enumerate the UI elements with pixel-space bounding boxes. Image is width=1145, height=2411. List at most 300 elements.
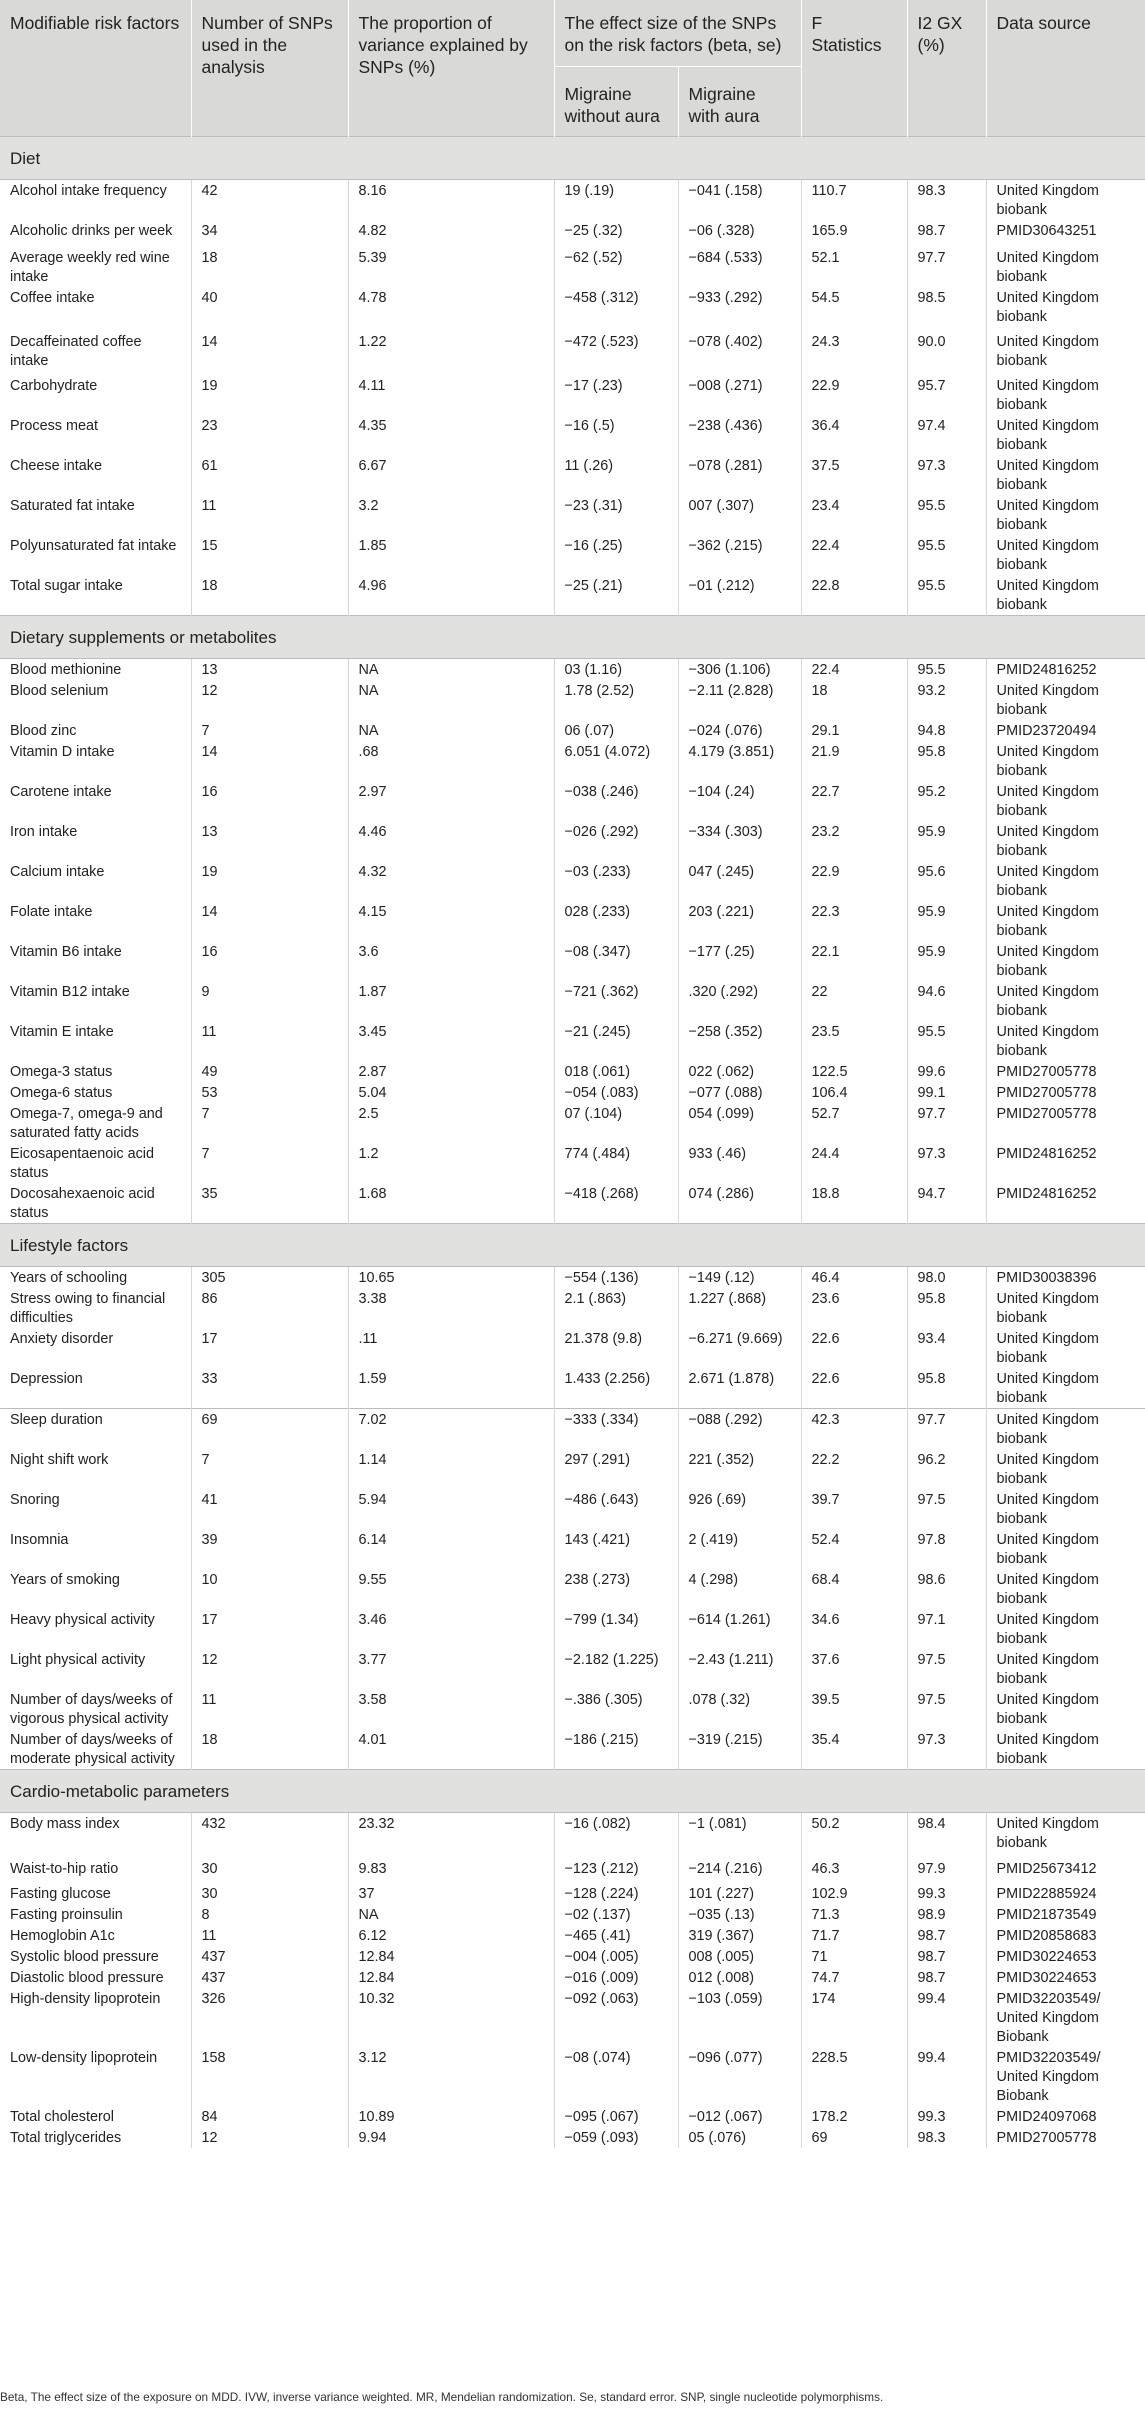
table-cell: NA (348, 1904, 554, 1925)
table-cell: 68.4 (801, 1569, 907, 1609)
table-cell: Process meat (10, 418, 98, 434)
table-row (0, 1904, 1145, 1925)
table-cell: 22.4 (801, 535, 907, 575)
table-cell: −078 (.281) (678, 455, 801, 495)
table-cell: United Kingdom biobank (986, 247, 1145, 287)
table-cell: −186 (.215) (554, 1729, 678, 1770)
table-cell: Years of schooling (10, 1270, 128, 1286)
table-cell: United Kingdom biobank (986, 741, 1145, 781)
table-cell: PMID30643251 (986, 220, 1145, 247)
table-cell: 54.5 (801, 287, 907, 331)
table-cell: PMID21873549 (986, 1904, 1145, 1925)
table-cell: 101 (.227) (678, 1883, 801, 1904)
table-cell: 98.9 (907, 1904, 986, 1925)
col-header: The effect size of the SNPs on the risk factors (beta, se) (554, 0, 801, 67)
table-cell: 71 (801, 1946, 907, 1967)
table-cell: 4.15 (348, 901, 554, 941)
table-cell: United Kingdom biobank (986, 495, 1145, 535)
table-cell: 4.179 (3.851) (678, 741, 801, 781)
table-cell: 42 (191, 180, 348, 221)
table-cell: PMID27005778 (986, 1061, 1145, 1082)
table-cell: 4.96 (348, 575, 554, 616)
table-cell: 3.77 (348, 1649, 554, 1689)
table-cell: −041 (.158) (678, 180, 801, 221)
table-cell: −614 (1.261) (678, 1609, 801, 1649)
table-cell: 06 (.07) (554, 720, 678, 741)
table-cell: 37.6 (801, 1649, 907, 1689)
table-cell: United Kingdom biobank (986, 180, 1145, 221)
table-cell: Hemoglobin A1c (10, 1928, 115, 1944)
table-cell: United Kingdom biobank (986, 1368, 1145, 1409)
table-row (0, 1813, 1145, 1859)
table-cell: United Kingdom biobank (986, 1489, 1145, 1529)
table-cell: 21.9 (801, 741, 907, 781)
table-cell: 99.3 (907, 2106, 986, 2127)
table-cell: 203 (.221) (678, 901, 801, 941)
table-cell: 7 (191, 1449, 348, 1489)
table-cell: 05 (.076) (678, 2127, 801, 2148)
table-cell: −25 (.21) (554, 575, 678, 616)
table-cell: Body mass index (10, 1816, 120, 1832)
table-row (0, 1183, 1145, 1224)
table-cell: 97.5 (907, 1649, 986, 1689)
table-cell: 11 (191, 495, 348, 535)
table-cell: −088 (.292) (678, 1409, 801, 1450)
table-cell: 4.82 (348, 220, 554, 247)
table-cell: .320 (.292) (678, 981, 801, 1021)
table-cell: 054 (.099) (678, 1103, 801, 1143)
table-cell: 30 (191, 1858, 348, 1883)
table-cell: PMID25673412 (986, 1858, 1145, 1883)
table-cell: 35.4 (801, 1729, 907, 1770)
table-row (0, 1021, 1145, 1061)
table-cell: 42.3 (801, 1409, 907, 1450)
table-cell: 37.5 (801, 455, 907, 495)
table-cell: 165.9 (801, 220, 907, 247)
table-cell: 95.5 (907, 659, 986, 681)
table-row (0, 781, 1145, 821)
section-title: Cardio-metabolic parameters (0, 1770, 1145, 1813)
table-cell: −077 (.088) (678, 1082, 801, 1103)
table-cell: 3.58 (348, 1689, 554, 1729)
table-row (0, 1925, 1145, 1946)
table-cell: 18.8 (801, 1183, 907, 1224)
table-row (0, 1409, 1145, 1450)
table-cell: 5.04 (348, 1082, 554, 1103)
table-cell: −095 (.067) (554, 2106, 678, 2127)
table-cell: 4.78 (348, 287, 554, 331)
table-row (0, 821, 1145, 861)
table-cell: 10.65 (348, 1267, 554, 1289)
table-cell: 61 (191, 455, 348, 495)
table-cell: 437 (191, 1967, 348, 1988)
table-cell: 16 (191, 781, 348, 821)
table-cell: 41 (191, 1489, 348, 1529)
table-cell: 97.3 (907, 1143, 986, 1183)
table-cell: 95.7 (907, 375, 986, 415)
table-cell: −333 (.334) (554, 1409, 678, 1450)
table-cell: 22.9 (801, 861, 907, 901)
table-cell: 99.1 (907, 1082, 986, 1103)
table-cell: 14 (191, 331, 348, 375)
table-cell: 432 (191, 1813, 348, 1859)
table-footnote: Beta, The effect size of the exposure on MDD. IVW, inverse variance weighted. MR, Mendelian randomization. Se, standard error. SNP, single nucleotide polymorphisms. (0, 2390, 884, 2404)
table-row (0, 981, 1145, 1021)
table-cell: 174 (801, 1988, 907, 2047)
table-cell: 24.4 (801, 1143, 907, 1183)
table-cell: −799 (1.34) (554, 1609, 678, 1649)
table-cell: −123 (.212) (554, 1858, 678, 1883)
table-cell: 437 (191, 1946, 348, 1967)
table-cell: −012 (.067) (678, 2106, 801, 2127)
table-cell: Total triglycerides (10, 2130, 122, 2146)
table-cell: Number of days/weeks of vigorous physical activity (10, 1692, 173, 1727)
table-cell: 008 (.005) (678, 1946, 801, 1967)
table-cell: Sleep duration (0, 1409, 191, 1450)
table-row (0, 180, 1145, 221)
table-cell: Vitamin E intake (10, 1024, 114, 1040)
table-cell: Iron intake (10, 824, 78, 840)
table-cell: PMID24816252 (986, 1183, 1145, 1224)
table-cell: 9.55 (348, 1569, 554, 1609)
table-cell: Alcoholic drinks per week (10, 223, 173, 239)
sub-header: Migraine without aura (554, 67, 678, 137)
table-cell: 1.59 (348, 1368, 554, 1409)
table-cell: 7 (191, 1143, 348, 1183)
table-cell: United Kingdom biobank (986, 331, 1145, 375)
table-cell: 98.3 (907, 180, 986, 221)
table-cell: 1.22 (348, 331, 554, 375)
table-cell: −.386 (.305) (554, 1689, 678, 1729)
table-cell: 8.16 (348, 180, 554, 221)
table-cell: United Kingdom biobank (986, 861, 1145, 901)
table-cell: 12.84 (348, 1967, 554, 1988)
table-cell: PMID32203549/ United Kingdom Biobank (986, 1988, 1145, 2047)
table-cell: 98.7 (907, 1925, 986, 1946)
table-cell: 52.7 (801, 1103, 907, 1143)
table-cell: −17 (.23) (554, 375, 678, 415)
table-cell: 95.5 (907, 1021, 986, 1061)
table-cell: United Kingdom biobank (986, 1328, 1145, 1368)
table-row (0, 861, 1145, 901)
table-cell: 774 (.484) (554, 1143, 678, 1183)
table-cell: −08 (.347) (554, 941, 678, 981)
table-cell: Average weekly red wine intake (10, 250, 170, 285)
table-cell: Folate intake (10, 904, 93, 920)
table-cell: −078 (.402) (678, 331, 801, 375)
table-cell: −038 (.246) (554, 781, 678, 821)
table-cell: Light physical activity (10, 1652, 146, 1668)
table-cell: 16 (191, 941, 348, 981)
section-row (0, 1224, 1145, 1267)
table-cell: −03 (.233) (554, 861, 678, 901)
table-row (0, 2106, 1145, 2127)
table-cell: −035 (.13) (678, 1904, 801, 1925)
table-cell: −362 (.215) (678, 535, 801, 575)
table-cell: −02 (.137) (554, 1904, 678, 1925)
table-cell: 6.67 (348, 455, 554, 495)
table-cell: 98.3 (907, 2127, 986, 2148)
table-cell: Number of days/weeks of moderate physical activity (10, 1732, 175, 1767)
table-cell: 95.6 (907, 861, 986, 901)
table-cell: 012 (.008) (678, 1967, 801, 1988)
section-title: Lifestyle factors (0, 1224, 1145, 1267)
table-row (0, 1449, 1145, 1489)
table-cell: 178.2 (801, 2106, 907, 2127)
table-row (0, 741, 1145, 781)
table-cell: 3.46 (348, 1609, 554, 1649)
table-cell: 37 (348, 1883, 554, 1904)
table-cell: .078 (.32) (678, 1689, 801, 1729)
table-cell: 1.433 (2.256) (554, 1368, 678, 1409)
table-cell: 99.4 (907, 2047, 986, 2106)
table-cell: −026 (.292) (554, 821, 678, 861)
table-cell: 29.1 (801, 720, 907, 741)
table-cell: −25 (.32) (554, 220, 678, 247)
table-cell: 95.9 (907, 901, 986, 941)
table-cell: −684 (.533) (678, 247, 801, 287)
table-cell: United Kingdom biobank (986, 1021, 1145, 1061)
table-cell: 12 (191, 1649, 348, 1689)
table-cell: −6.271 (9.669) (678, 1328, 801, 1368)
table-cell: 2.671 (1.878) (678, 1368, 801, 1409)
table-row (0, 455, 1145, 495)
table-cell: Calcium intake (10, 864, 105, 880)
table-cell: United Kingdom biobank (986, 1729, 1145, 1770)
table-row (0, 1649, 1145, 1689)
table-cell: 94.8 (907, 720, 986, 741)
table-row (0, 901, 1145, 941)
table-cell: 34.6 (801, 1609, 907, 1649)
table-cell: 97.7 (907, 1409, 986, 1450)
table-cell: 028 (.233) (554, 901, 678, 941)
table-cell: United Kingdom biobank (986, 535, 1145, 575)
table-cell: Heavy physical activity (10, 1612, 155, 1628)
table-cell: Blood methionine (10, 662, 122, 678)
table-cell: Blood zinc (10, 723, 77, 739)
table-cell: 97.5 (907, 1689, 986, 1729)
table-cell: 95.9 (907, 821, 986, 861)
table-cell: −933 (.292) (678, 287, 801, 331)
table-cell: −092 (.063) (554, 1988, 678, 2047)
table-row (0, 720, 1145, 741)
section-row (0, 1770, 1145, 1813)
table-cell: 13 (191, 659, 348, 681)
table-cell: −418 (.268) (554, 1183, 678, 1224)
table-cell: −054 (.083) (554, 1082, 678, 1103)
table-cell: 23 (191, 415, 348, 455)
table-cell: −08 (.074) (554, 2047, 678, 2106)
table-cell: United Kingdom biobank (986, 1813, 1145, 1859)
table-cell: Total sugar intake (10, 578, 123, 594)
table-cell: 10 (191, 1569, 348, 1609)
table-cell: 18 (191, 247, 348, 287)
table-cell: 95.8 (907, 741, 986, 781)
table-cell: −554 (.136) (554, 1267, 678, 1289)
table-cell: 46.4 (801, 1267, 907, 1289)
table-cell: Snoring (10, 1492, 60, 1508)
table-cell: PMID27005778 (986, 1082, 1145, 1103)
table-cell: 926 (.69) (678, 1489, 801, 1529)
table-cell: 84 (191, 2106, 348, 2127)
table-cell: 23.2 (801, 821, 907, 861)
table-row (0, 680, 1145, 720)
table-row (0, 1946, 1145, 1967)
table-cell: 22.8 (801, 575, 907, 616)
table-row (0, 1103, 1145, 1143)
table-cell: Carotene intake (10, 784, 112, 800)
table-cell: 90.0 (907, 331, 986, 375)
table-row (0, 1529, 1145, 1569)
table-cell: Carbohydrate (10, 378, 98, 394)
table-cell: 39.7 (801, 1489, 907, 1529)
table-row (0, 1883, 1145, 1904)
table-cell: 110.7 (801, 180, 907, 221)
table-cell: 34 (191, 220, 348, 247)
table-row (0, 1328, 1145, 1368)
table-row (0, 1729, 1145, 1770)
table-cell: Low-density lipoprotein (10, 2050, 158, 2066)
table-cell: Waist-to-hip ratio (10, 1861, 119, 1877)
table-cell: Saturated fat intake (10, 498, 135, 514)
table-cell: −258 (.352) (678, 1021, 801, 1061)
table-cell: −486 (.643) (554, 1489, 678, 1529)
table-cell: 022 (.062) (678, 1061, 801, 1082)
table-cell: 24.3 (801, 331, 907, 375)
table-cell: 1.85 (348, 535, 554, 575)
table-cell: 7 (191, 720, 348, 741)
table-cell: 23.6 (801, 1288, 907, 1328)
table-cell: −16 (.082) (554, 1813, 678, 1859)
table-cell: 2.87 (348, 1061, 554, 1082)
table-cell: 95.2 (907, 781, 986, 821)
table-cell: 3.12 (348, 2047, 554, 2106)
table-cell: Systolic blood pressure (10, 1949, 159, 1965)
table-cell: United Kingdom biobank (986, 1689, 1145, 1729)
table-cell: −104 (.24) (678, 781, 801, 821)
table-cell: NA (348, 720, 554, 741)
table-cell: Anxiety disorder (10, 1331, 114, 1347)
table-cell: −004 (.005) (554, 1946, 678, 1967)
table-cell: 33 (191, 1368, 348, 1409)
table-cell: United Kingdom biobank (986, 901, 1145, 941)
table-cell: 9.94 (348, 2127, 554, 2148)
table-cell: 14 (191, 741, 348, 781)
table-cell: 98.7 (907, 1967, 986, 1988)
table-cell: 97.3 (907, 1729, 986, 1770)
table-cell: 12 (191, 680, 348, 720)
table-cell: Fasting glucose (10, 1886, 111, 1902)
table-row (0, 1143, 1145, 1183)
table-cell: 1.78 (2.52) (554, 680, 678, 720)
table-cell: 71.3 (801, 1904, 907, 1925)
table-cell: 122.5 (801, 1061, 907, 1082)
section-row (0, 616, 1145, 659)
table-cell: PMID27005778 (986, 1103, 1145, 1143)
table-cell: Fasting proinsulin (10, 1907, 123, 1923)
table-row (0, 247, 1145, 287)
table-cell: 102.9 (801, 1883, 907, 1904)
table-cell: 98.6 (907, 1569, 986, 1609)
table-cell: 17 (191, 1609, 348, 1649)
table-cell: 52.1 (801, 247, 907, 287)
table-cell: Coffee intake (10, 290, 95, 306)
table-cell: 11 (.26) (554, 455, 678, 495)
table-cell: 50.2 (801, 1813, 907, 1859)
table-cell: .11 (348, 1328, 554, 1368)
table-cell: 99.6 (907, 1061, 986, 1082)
table-cell: 326 (191, 1988, 348, 2047)
table-cell: −024 (.076) (678, 720, 801, 741)
table-cell: 99.4 (907, 1988, 986, 2047)
table-cell: −149 (.12) (678, 1267, 801, 1289)
table-cell: −1 (.081) (678, 1813, 801, 1859)
table-cell: PMID27005778 (986, 2127, 1145, 2148)
table-cell: −62 (.52) (554, 247, 678, 287)
table-cell: 99.3 (907, 1883, 986, 1904)
table-cell: United Kingdom biobank (986, 941, 1145, 981)
table-cell: 97.9 (907, 1858, 986, 1883)
table-cell: −238 (.436) (678, 415, 801, 455)
table-cell: 18 (801, 680, 907, 720)
table-cell: 11 (191, 1925, 348, 1946)
table-cell: United Kingdom biobank (986, 575, 1145, 616)
table-cell: 8 (191, 1904, 348, 1925)
table-cell: 3.38 (348, 1288, 554, 1328)
table-cell: Omega-7, omega-9 and saturated fatty acids (10, 1106, 163, 1141)
table-cell: −23 (.31) (554, 495, 678, 535)
table-cell: 19 (.19) (554, 180, 678, 221)
table-cell: PMID30038396 (986, 1267, 1145, 1289)
table-cell: 4.11 (348, 375, 554, 415)
table-cell: 1.68 (348, 1183, 554, 1224)
table-cell: −2.182 (1.225) (554, 1649, 678, 1689)
table-row (0, 1082, 1145, 1103)
table-cell: 22.6 (801, 1328, 907, 1368)
table-cell: Vitamin B6 intake (10, 944, 122, 960)
table-row (0, 1489, 1145, 1529)
table-cell: Vitamin D intake (10, 744, 115, 760)
table-cell: 4.46 (348, 821, 554, 861)
table-cell: −177 (.25) (678, 941, 801, 981)
table-cell: 39.5 (801, 1689, 907, 1729)
table-cell: Decaffeinated coffee intake (10, 334, 142, 369)
table-cell: 96.2 (907, 1449, 986, 1489)
table-cell: 97.7 (907, 247, 986, 287)
table-cell: −306 (1.106) (678, 659, 801, 681)
table-row (0, 1569, 1145, 1609)
table-cell: 047 (.245) (678, 861, 801, 901)
table-cell: 15 (191, 535, 348, 575)
table-cell: 98.5 (907, 287, 986, 331)
table-cell: 6.14 (348, 1529, 554, 1569)
table-cell: 52.4 (801, 1529, 907, 1569)
table-cell: 4.35 (348, 415, 554, 455)
table-cell: 18 (191, 1729, 348, 1770)
table-cell: 69 (801, 2127, 907, 2148)
table-cell: −2.11 (2.828) (678, 680, 801, 720)
table-cell: 305 (191, 1267, 348, 1289)
table-cell: 94.6 (907, 981, 986, 1021)
table-cell: United Kingdom biobank (986, 1409, 1145, 1450)
col-header: Data source (986, 0, 1145, 137)
table-cell: Cheese intake (10, 458, 103, 474)
table-cell: United Kingdom biobank (986, 1609, 1145, 1649)
table-cell: 1.2 (348, 1143, 554, 1183)
table-cell: NA (348, 680, 554, 720)
table-cell: 93.2 (907, 680, 986, 720)
table-cell: 018 (.061) (554, 1061, 678, 1082)
